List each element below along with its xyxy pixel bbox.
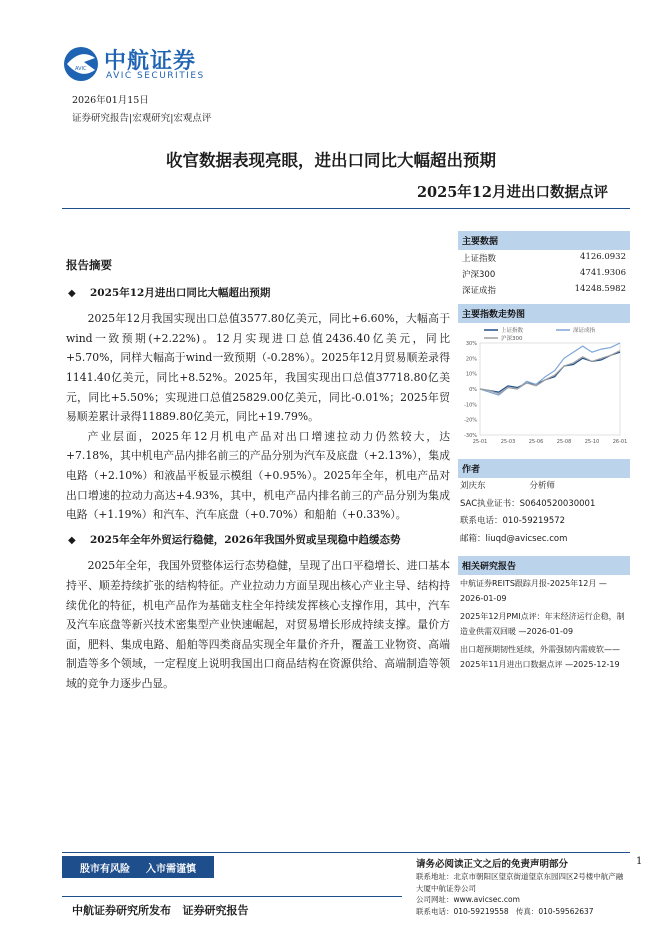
summary-paragraph: 2025年12月我国实现出口总值3577.80亿美元，同比+6.60%，大幅高于wind一致预期(+2.22%)。12月实现进口总值2436.40亿美元，同比+5.70%，同样大幅高于wind一致预期（-0.28%）。2025年12月贸易顺差录得1141.40亿美元，同比+8.52%。2025年，我国实现出口总值37718.80亿美元，同比+5.50%；实现进口总值25829.00亿美元，同比-0.01%；2025年贸易顺差累计录得11889.80亿美元，同比+19.79%。: [66, 312, 450, 424]
y-tick-label: -10%: [464, 402, 477, 409]
diamond-icon: ◆: [68, 287, 76, 299]
key-data-row: [458, 282, 630, 298]
publisher-name: 中航证券研究所发布: [72, 904, 171, 917]
summary-bullet: [66, 284, 450, 304]
contact-info: [416, 871, 626, 917]
x-tick-label: 25-06: [528, 439, 544, 445]
key-data-row: [458, 266, 630, 282]
key-data-value: 4741.9306: [580, 268, 626, 278]
related-report[interactable]: 2025年12月PMI点评：年末经济运行企稳，制造业供需双回暖 —2026-01-09: [460, 612, 625, 636]
index-trend-chart: [458, 323, 630, 451]
publisher-line: [72, 902, 249, 918]
summary-paragraph: 产业层面，2025年12月机电产品对出口增速拉动力仍然较大，达+7.18%，其中机电产品内排名前三的产品分别为汽车及底盘（+2.13%），集成电路（+2.10%）和液晶平板显示模组（+0.95%）。2025年全年，机电产品对出口增速的拉动力高达+4.93%，其中，机电产品内排名前三的产品分别为集成电路（+1.19%）和汽车、汽车底盘（+0.70%）和船舶（+0.33%）。: [66, 429, 450, 522]
disclaimer-note[interactable]: 请务必阅读正文之后的免责声明部分: [416, 859, 569, 870]
contact-fax: 传真：010-59562637: [515, 906, 594, 916]
publisher-divider: [62, 896, 402, 897]
logo-mark-text: AVIC: [75, 66, 87, 72]
key-data-row: [458, 250, 630, 266]
author-phone: 联系电话：010-59219572: [460, 516, 566, 526]
y-tick-label: -20%: [464, 417, 477, 424]
bullet-text: 2025年全年外贸运行稳健，2026年我国外贸或呈现稳中趋缓态势: [90, 533, 401, 546]
y-tick-label: -30%: [464, 433, 477, 439]
series-line: [480, 351, 620, 394]
bullet-text: 2025年12月进出口同比大幅超出预期: [90, 286, 271, 299]
company-name-en: AVIC SECURITIES: [106, 71, 205, 81]
key-data-label: 深证成指: [462, 286, 497, 296]
page-number: 1: [636, 856, 643, 867]
chart-heading: 主要指数走势图: [458, 304, 630, 323]
author-sac: SAC执业证书：S0640520030001: [460, 498, 596, 509]
series-line: [480, 343, 620, 395]
x-tick-label: 25-01: [472, 439, 488, 445]
x-tick-label: 25-10: [584, 439, 600, 445]
contact-phone-fax: [416, 906, 626, 918]
series-line: [480, 352, 620, 392]
key-data-label: 上证指数: [462, 254, 497, 264]
y-tick-label: 10%: [465, 371, 477, 378]
summary-section: [66, 256, 450, 693]
page-subtitle: 2025年12月进出口数据点评: [416, 184, 608, 201]
x-tick-label: 26-01: [612, 439, 628, 445]
report-date: 2026年01月15日: [72, 95, 149, 106]
contact-address: 联系地址：北京市朝阳区望京街道望京东园四区2号楼中航产融大厦中航证券公司: [416, 872, 624, 893]
key-data-heading: 主要数据: [458, 231, 630, 250]
x-tick-label: 25-08: [556, 439, 572, 445]
report-type: 证券研究报告: [182, 904, 249, 917]
key-data-value: 4126.0932: [580, 252, 626, 262]
summary-paragraph: 2025年全年，我国外贸整体运行态势稳健，呈现了出口平稳增长、进口基本持平、顺差持续扩张的结构特征。产业拉动力方面呈现出核心产业主导、结构持续优化的特征，机电产品作为基础支柱全年持续发挥核心支撑作用，其中，汽车及汽车底盘等新兴技术密集型产业快速崛起，对贸易增长形成持续支撑。量价方面，肥料、集成电路、船舶等四类商品实现全年量价齐升，覆盖工业物资、高端制造等多个领域，一定程度上说明我国出口商品结构在资源供给、高端制造等领域的竞争力逐步凸显。: [66, 559, 450, 690]
y-tick-label: 30%: [465, 341, 477, 347]
footer-divider: [62, 852, 630, 853]
author-line: [458, 478, 630, 496]
legend-label: 沪深300: [501, 336, 523, 342]
related-report[interactable]: 中航证券REITS跟踪月报-2025年12月 —2026-01-09: [460, 579, 607, 603]
summary-bullet: [66, 531, 450, 551]
author-email: 邮箱：liuqd@avicsec.com: [460, 533, 568, 544]
summary-heading: 报告摘要: [66, 258, 112, 272]
related-report[interactable]: 出口超预期韧性延续，外需强韧内需疲软——2025年11月进出口数据点评 —2025-12-19: [460, 645, 620, 669]
contact-website[interactable]: 公司网址：www.avicsec.com: [416, 895, 520, 904]
risk-banner: [62, 856, 214, 878]
author-role: 分析师: [529, 481, 556, 491]
author-heading: 作者: [458, 459, 630, 478]
report-category: 证券研究报告|宏观研究|宏观点评: [72, 113, 212, 124]
page-title: 收官数据表现亮眼，进出口同比大幅超出预期: [166, 151, 496, 170]
legend-label: 深证成指: [573, 328, 596, 334]
risk-text: 股市有风险: [80, 863, 130, 875]
diamond-icon: ◆: [68, 534, 76, 546]
y-tick-label: 0%: [469, 387, 477, 393]
legend-label: 上证指数: [501, 328, 524, 334]
contact-phone: 联系电话：010-59219558: [416, 906, 509, 916]
related-heading: 相关研究报告: [458, 556, 630, 575]
key-data-label: 沪深300: [462, 270, 496, 280]
company-name-cn: 中航证券: [104, 49, 197, 74]
plot-frame: [480, 343, 620, 435]
author-name: 刘庆东: [460, 481, 486, 491]
x-tick-label: 25-03: [500, 439, 516, 445]
y-tick-label: 20%: [465, 356, 477, 363]
key-data-table: [458, 250, 630, 298]
sidebar: [458, 231, 630, 675]
caution-text: 入市需谨慎: [146, 863, 196, 875]
key-data-value: 14248.5982: [574, 284, 626, 294]
header-divider: [62, 208, 630, 209]
